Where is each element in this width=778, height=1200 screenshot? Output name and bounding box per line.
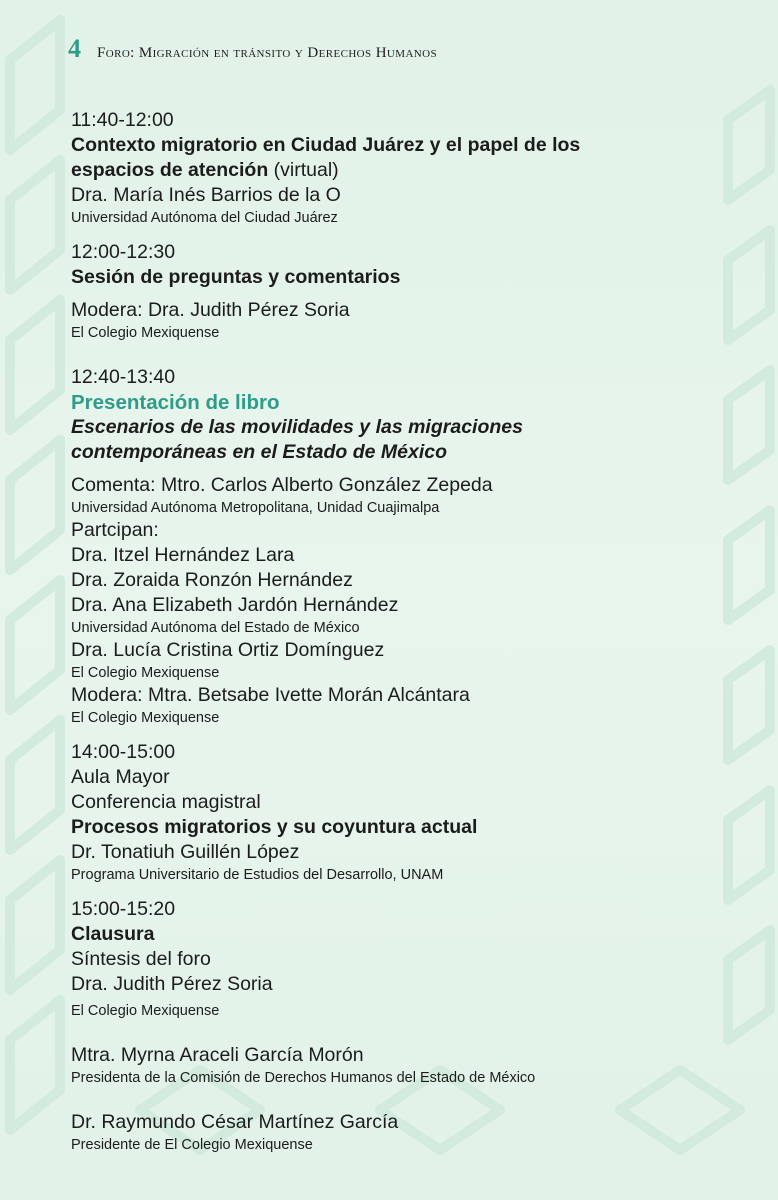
session-1140 bbox=[71, 108, 711, 228]
speaker-affiliation: Programa Universitario de Estudios del Desarrollo, UNAM bbox=[71, 867, 444, 883]
session-type: Conferencia magistral bbox=[71, 791, 261, 813]
session-title: Presentación de libro bbox=[71, 391, 280, 414]
session-title: Clausura bbox=[71, 923, 155, 945]
speaker-name: Dra. Judith Pérez Soria bbox=[71, 973, 273, 995]
session-1500 bbox=[71, 897, 711, 1155]
book-title-line-1: Escenarios de las movilidades y las migraciones bbox=[71, 416, 523, 438]
session-title-bold: espacios de atención bbox=[71, 159, 269, 181]
participant-name: Dra. Lucía Cristina Ortiz Domínguez bbox=[71, 639, 385, 661]
session-time: 11:40-12:00 bbox=[71, 109, 174, 131]
session-title-continued bbox=[71, 158, 711, 183]
session-title: Procesos migratorios y su coyuntura actual bbox=[71, 816, 478, 838]
running-title: Foro: Migración en tránsito y Derechos Humanos bbox=[97, 45, 437, 61]
participant-name: Dra. Itzel Hernández Lara bbox=[71, 544, 295, 566]
session-1400 bbox=[71, 740, 711, 885]
program-content bbox=[71, 108, 711, 1155]
speaker-affiliation: Universidad Autónoma del Ciudad Juárez bbox=[71, 210, 338, 226]
book-title-line-2: contemporáneas en el Estado de México bbox=[71, 441, 448, 463]
commentator-affiliation: Universidad Autónoma Metropolitana, Unidad Cuajimalpa bbox=[71, 500, 440, 516]
moderator-affiliation: El Colegio Mexiquense bbox=[71, 710, 220, 726]
page-number: 4 bbox=[68, 34, 81, 63]
speaker-name: Dr. Raymundo César Martínez García bbox=[71, 1111, 399, 1133]
speaker-name: Dra. María Inés Barrios de la O bbox=[71, 184, 341, 206]
session-modality-note: (virtual) bbox=[268, 159, 339, 181]
participant-name: Dra. Ana Elizabeth Jardón Hernández bbox=[71, 594, 399, 616]
session-time: 15:00-15:20 bbox=[71, 898, 176, 920]
participant-affiliation: El Colegio Mexiquense bbox=[71, 665, 220, 681]
participant-name: Dra. Zoraida Ronzón Hernández bbox=[71, 569, 353, 591]
running-header bbox=[68, 34, 437, 64]
session-time: 12:40-13:40 bbox=[71, 366, 176, 388]
session-time: 12:00-12:30 bbox=[71, 241, 176, 263]
moderator-name: Modera: Dra. Judith Pérez Soria bbox=[71, 299, 350, 321]
session-title: Contexto migratorio en Ciudad Juárez y el papel de los bbox=[71, 134, 581, 156]
session-1240 bbox=[71, 365, 711, 728]
participants-label: Partcipan: bbox=[71, 519, 159, 541]
session-1200 bbox=[71, 240, 711, 343]
session-venue: Aula Mayor bbox=[71, 766, 170, 788]
session-time: 14:00-15:00 bbox=[71, 741, 176, 763]
speaker-name: Mtra. Myrna Araceli García Morón bbox=[71, 1044, 364, 1066]
moderator-affiliation: El Colegio Mexiquense bbox=[71, 325, 220, 341]
speaker-name: Dr. Tonatiuh Guillén López bbox=[71, 841, 300, 863]
moderator-name: Modera: Mtra. Betsabe Ivette Morán Alcántara bbox=[71, 684, 470, 706]
session-subtitle: Síntesis del foro bbox=[71, 948, 211, 970]
speaker-affiliation: Presidenta de la Comisión de Derechos Humanos del Estado de México bbox=[71, 1070, 536, 1086]
speaker-affiliation: Presidente de El Colegio Mexiquense bbox=[71, 1137, 313, 1153]
speaker-affiliation: El Colegio Mexiquense bbox=[71, 1003, 220, 1019]
session-title: Sesión de preguntas y comentarios bbox=[71, 266, 401, 288]
commentator-name: Comenta: Mtro. Carlos Alberto González Zepeda bbox=[71, 474, 493, 496]
participants-affiliation: Universidad Autónoma del Estado de México bbox=[71, 620, 360, 636]
